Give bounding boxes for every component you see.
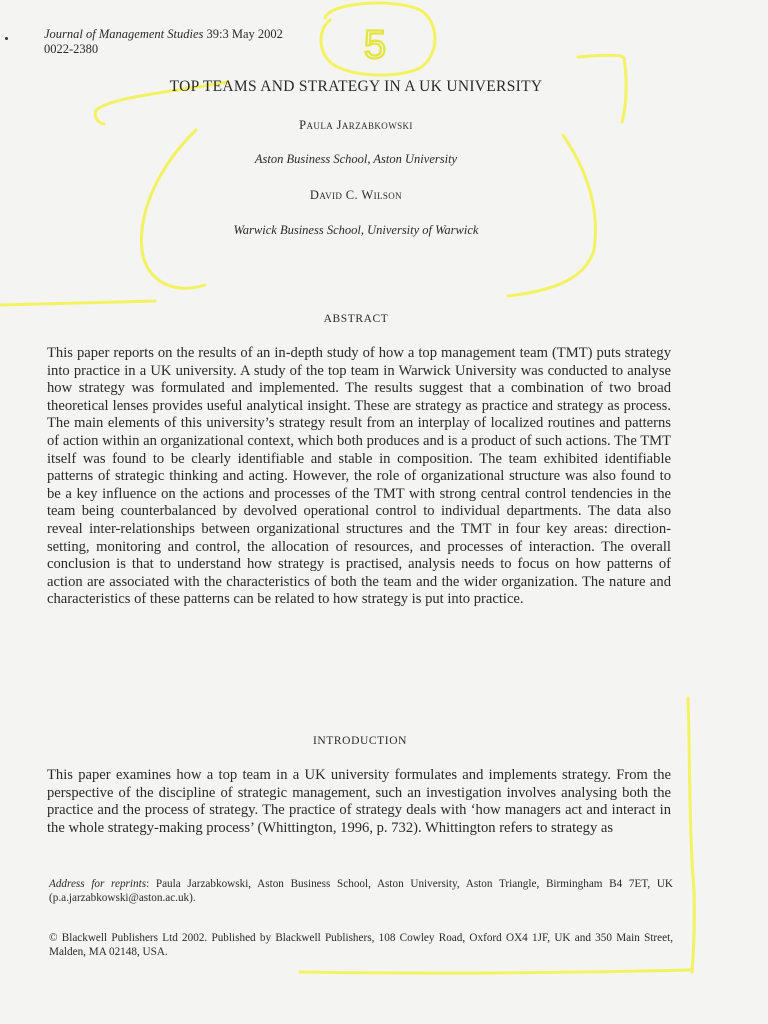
underline-left [0,301,155,305]
introduction-text: This paper examines how a top team in a UK university formulates and implements strategy. From the perspective of the discipline of strategic management, such an investigation involves analysing both the practice and the process of strategy. The practice of strategy deals with ‘how managers act and interact in the whole strategy-making process’ (Whittington, 1996, p. 732). Whittington refers to strategy as [47,767,671,836]
handwritten-mark: 5 [363,23,387,67]
circle-mark [321,3,435,75]
journal-name: Journal of Management Studies [44,27,204,41]
reprint-address-label: Address for reprints [49,878,147,890]
scan-speck [5,37,8,40]
journal-header [44,27,283,57]
author-name-1: Paula Jarzabkowski [299,118,413,132]
paper-title: TOP TEAMS AND STRATEGY IN A UK UNIVERSITY [169,78,543,95]
abstract-heading: ABSTRACT [323,313,389,325]
journal-issn: 0022-2380 [44,42,99,56]
journal-issue: 39:3 May 2002 [206,27,283,41]
copyright-notice: © Blackwell Publishers Ltd 2002. Published by Blackwell Publishers, 108 Cowley Road, Oxford OX4 1JF, UK and 350 Main Street, Malden, MA 02148, USA. [49,932,673,958]
introduction-heading: INTRODUCTION [312,735,408,747]
underline-bottom [300,970,690,973]
author-affiliation-2: Warwick Business School, University of Warwick [233,223,479,237]
reprint-address-text: : Paula Jarzabkowski, Aston Business School, Aston University, Aston Triangle, Birmingham B4 7ET, UK (p.a.jarzabkowski@aston.ac.uk). [49,878,673,904]
abstract-text: This paper reports on the results of an in-depth study of how a top management team (TMT) puts strategy into practice in a UK university. A study of the top team in Warwick University was conducted to analyse how strategy was formulated and implemented. The results suggest that a combination of two broad theoretical lenses provides useful analytical insight. These are strategy as practice and strategy as process. The main elements of this university’s strategy result from an interplay of localized routines and patterns of action within an organizational context, which both produces and is a product of such actions. The TMT itself was found to be clearly identifiable and stable in composition. The team exhibited identifiable patterns of strategic thinking and acting. However, the role of organizational structure was also found to be a key influence on the actions and processes of the TMT with strong central control tendencies in the team being counterbalanced by devolved operational control to individual departments. The data also reveal inter-relationships between organizational structures and the TMT in four key areas: direction-setting, monitoring and control, the allocation of resources, and processes of interaction. The overall conclusion is that to understand how strategy is practised, analysis needs to focus on how patterns of action are associated with the characteristics of both the team and the wider organization. The nature and characteristics of these patterns can be related to how strategy is put into practice. [47,345,671,608]
reprint-address [49,877,673,905]
author-affiliation-1: Aston Business School, Aston University [254,152,458,166]
author-name-2: David C. Wilson [309,188,403,202]
